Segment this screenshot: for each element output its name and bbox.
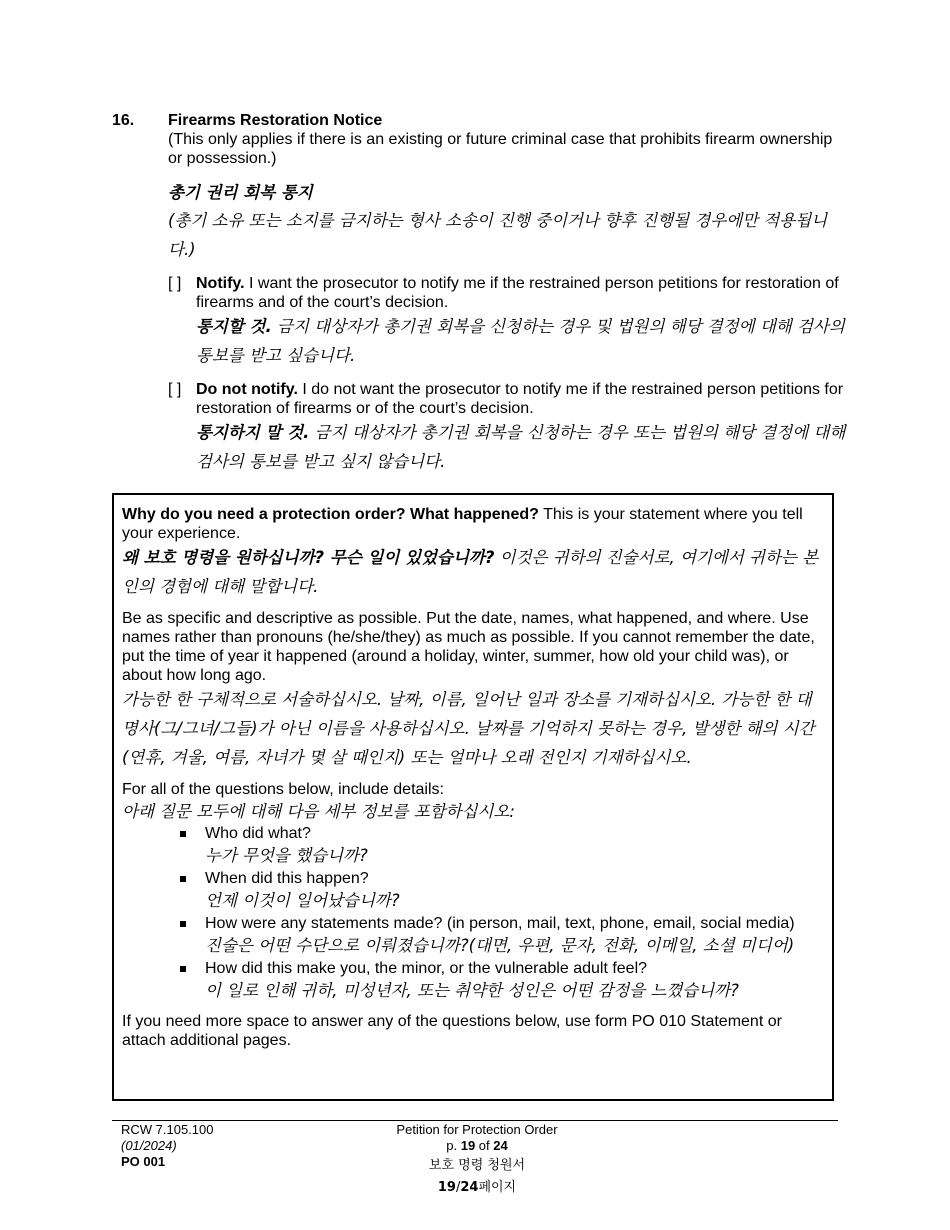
notify-label: Notify.: [196, 275, 245, 292]
question-ko: 진술은 어떤 수단으로 이뤄졌습니까?(대면, 우편, 문자, 전화, 이메일, 소셜 미디어): [205, 936, 795, 955]
list-item: [178, 824, 824, 869]
page-prefix: p.: [446, 1138, 461, 1153]
section-title: Firearms Restoration Notice: [168, 112, 383, 129]
more-space-note: If you need more space to answer any of the questions below, use form PO 010 Statement or attach additional pages.: [122, 1013, 782, 1049]
option-do-not-notify: [168, 380, 848, 476]
footer-title-ko: 보호 명령 청원서: [428, 1158, 526, 1173]
footer-center: [382, 1122, 572, 1196]
page-ko-suffix: 페이지: [478, 1180, 517, 1195]
section-number: 16.: [112, 112, 135, 129]
statement-instructions-ko: 가능한 한 구체적으로 서술하십시오. 날짜, 이름, 일어난 일과 장소를 기재하십시오. 가능한 한 대명사(그/그녀/그들)가 아닌 이름을 사용하십시오. 날짜를 기억하지 못하는 경우, 발생한 해의 시간(연휴, 겨울, 여름, 자녀가 몇 살 때인지) 또는 얼마나 오래 전인지 기재하십시오.: [122, 690, 815, 767]
option-notify: [168, 274, 848, 370]
list-item: [178, 914, 824, 959]
notify-text-ko: 금지 대상자가 총기권 회복을 신청하는 경우 및 법원의 해당 결정에 대해 검사의 통보를 받고 싶습니다.: [196, 317, 845, 365]
question-ko: 이 일로 인해 귀하, 미성년자, 또는 취약한 성인은 어떤 감정을 느꼈습니까?: [205, 981, 739, 1000]
footer-form-number: PO 001: [121, 1154, 166, 1169]
statement-box: [112, 493, 834, 1101]
section-subtitle: (This only applies if there is an existing or future criminal case that prohibits firearm ownership or possession.): [168, 131, 833, 167]
footer-left: [121, 1122, 214, 1170]
section-body: [168, 111, 848, 476]
page-footer: [112, 1120, 838, 1195]
footer-date: (01/2024): [121, 1138, 177, 1153]
section-subtitle-ko: (총기 소유 또는 소지를 금지하는 형사 소송이 진행 중이거나 향후 진행될 경우에만 적용됩니다.): [168, 211, 828, 259]
do-not-notify-text: I do not want the prosecutor to notify me if the restrained person petitions for restoration of firearms or of the court’s decision.: [196, 381, 844, 417]
do-not-notify-label: Do not notify.: [196, 381, 298, 398]
footer-page-number-ko: [382, 1180, 572, 1196]
section-title-ko: 총기 권리 회복 통지: [168, 183, 313, 202]
page-ko-sep: /: [455, 1180, 461, 1195]
page-total: 24: [493, 1138, 508, 1153]
notify-text: I want the prosecutor to notify me if the restrained person petitions for restoration of firearms and of the court’s decision.: [196, 275, 839, 311]
page-ko-current: 19: [437, 1180, 456, 1195]
question-ko: 언제 이것이 일어났습니까?: [205, 891, 400, 910]
notify-checkbox[interactable]: [ ]: [168, 275, 182, 292]
do-not-notify-label-ko: 통지하지 말 것.: [196, 423, 310, 442]
question-en: When did this happen?: [205, 870, 369, 887]
do-not-notify-checkbox[interactable]: [ ]: [168, 381, 182, 398]
page-ko-total: 24: [460, 1180, 479, 1195]
statement-heading-bold: Why do you need a protection order? What happened?: [122, 506, 539, 523]
statement-instructions: Be as specific and descriptive as possible. Put the date, names, what happened, and where. Use names rather than pronouns (he/she/they) as much as possible. If you cannot remember the date, put the time of year it happened (around a holiday, winter, summer, how old your child was), or about how long ago.: [122, 610, 815, 684]
statement-heading-bold-ko: 왜 보호 명령을 원하십니까? 무슨 일이 있었습니까?: [122, 548, 495, 567]
notify-label-ko: 통지할 것.: [196, 317, 272, 336]
statement-heading: [122, 505, 824, 543]
question-en: Who did what?: [205, 825, 311, 842]
questions-intro: For all of the questions below, include details:: [122, 781, 444, 798]
page-current: 19: [460, 1138, 476, 1153]
statement-heading-rest-ko: 이것은 귀하의 진술서로, 여기에서 귀하는 본인의 경험에 대해 말합니다.: [122, 548, 819, 596]
footer-page-number: [382, 1138, 572, 1154]
do-not-notify-text-ko: 금지 대상자가 총기권 회복을 신청하는 경우 또는 법원의 해당 결정에 대해 검사의 통보를 받고 싶지 않습니다.: [196, 423, 846, 471]
footer-rcw: RCW 7.105.100: [121, 1122, 214, 1137]
page-of: of: [475, 1138, 494, 1153]
footer-title: Petition for Protection Order: [396, 1122, 558, 1137]
list-item: [178, 869, 824, 914]
statement-heading-ko: [122, 543, 824, 601]
statement-heading-rest: This is your statement where you tell your experience.: [122, 506, 803, 542]
list-item: [178, 959, 824, 1004]
question-en: How were any statements made? (in person, mail, text, phone, email, social media): [205, 915, 795, 932]
questions-intro-ko: 아래 질문 모두에 대해 다음 세부 정보를 포함하십시오:: [122, 802, 515, 821]
question-en: How did this make you, the minor, or the vulnerable adult feel?: [205, 960, 648, 977]
questions-list: [178, 824, 824, 1004]
question-ko: 누가 무엇을 했습니까?: [205, 846, 368, 865]
